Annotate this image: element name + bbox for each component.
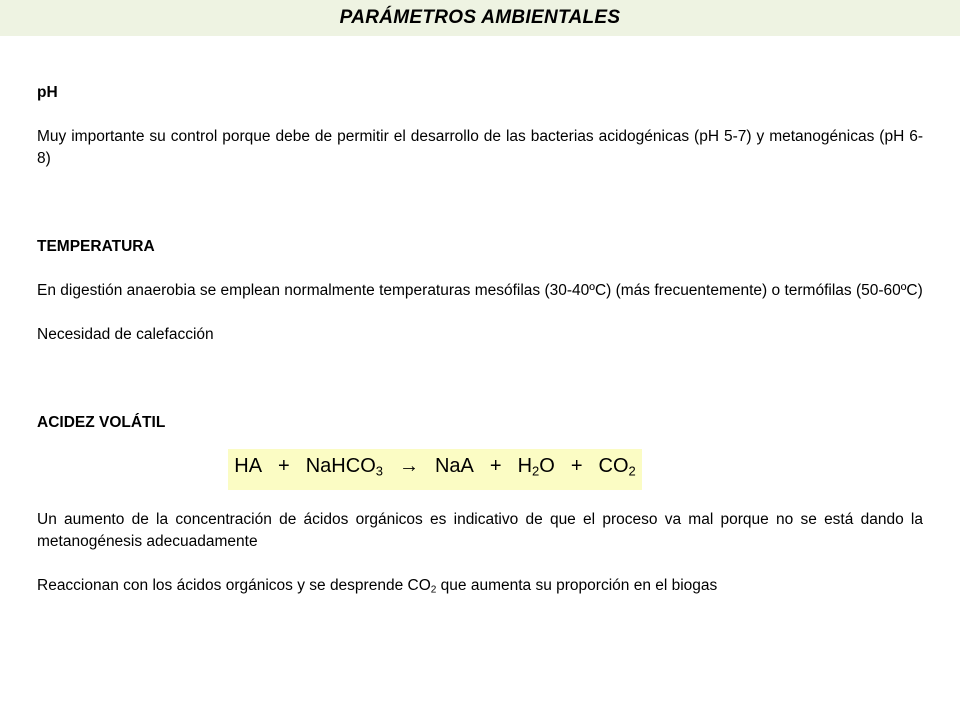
calefaccion-text: Necesidad de calefacción [37,326,214,343]
acidez-heading: ACIDEZ VOLÁTIL [37,414,166,431]
ph-heading: pH [37,84,58,101]
co2-text [37,575,923,602]
ph-text: Muy importante su control porque debe de permitir el desarrollo de las bacterias acidogénicas (pH 5-7) y metanogénicas (pH 6-8) [37,128,923,167]
eq-plus-3: + [570,455,583,477]
co2-text-sub: 2 [430,584,437,596]
eq-plus-2: + [489,455,502,477]
eq-h2o [518,450,555,487]
reaction-equation [228,449,642,490]
co2-text-pre: Reaccionan con los ácidos orgánicos y se desprende CO [37,577,431,594]
eq-co-sub: 2 [628,463,636,479]
page-title: PARÁMETROS AMBIENTALES [339,7,621,28]
eq-plus-1: + [278,455,290,477]
eq-o: O [539,455,555,477]
acidez-text: Un aumento de la concentración de ácidos orgánicos es indicativo de que el proceso va mal porque no se está dando la metanogénesis adecuadamente [37,511,923,550]
eq-arrow: → [398,455,419,477]
eq-co2 [599,450,636,487]
eq-h-sub: 2 [532,463,540,479]
eq-h: H [517,455,533,477]
co2-text-post: que aumenta su proporción en el biogas [436,577,718,594]
title-band [0,0,960,36]
eq-naa: NaA [434,455,474,477]
eq-nahco-sub: 3 [375,463,383,479]
content [37,82,923,602]
temperatura-heading: TEMPERATURA [37,238,155,255]
equation-wrap [37,449,923,509]
eq-nahco3 [306,450,383,487]
eq-ha: HA [234,455,263,477]
temperatura-text: En digestión anaerobia se emplean normalmente temperaturas mesófilas (30-40ºC) (más frecuentemente) o termófilas (50-60ºC) [37,282,923,299]
eq-co: CO [598,455,629,477]
eq-nahco: NaHCO [305,455,376,477]
